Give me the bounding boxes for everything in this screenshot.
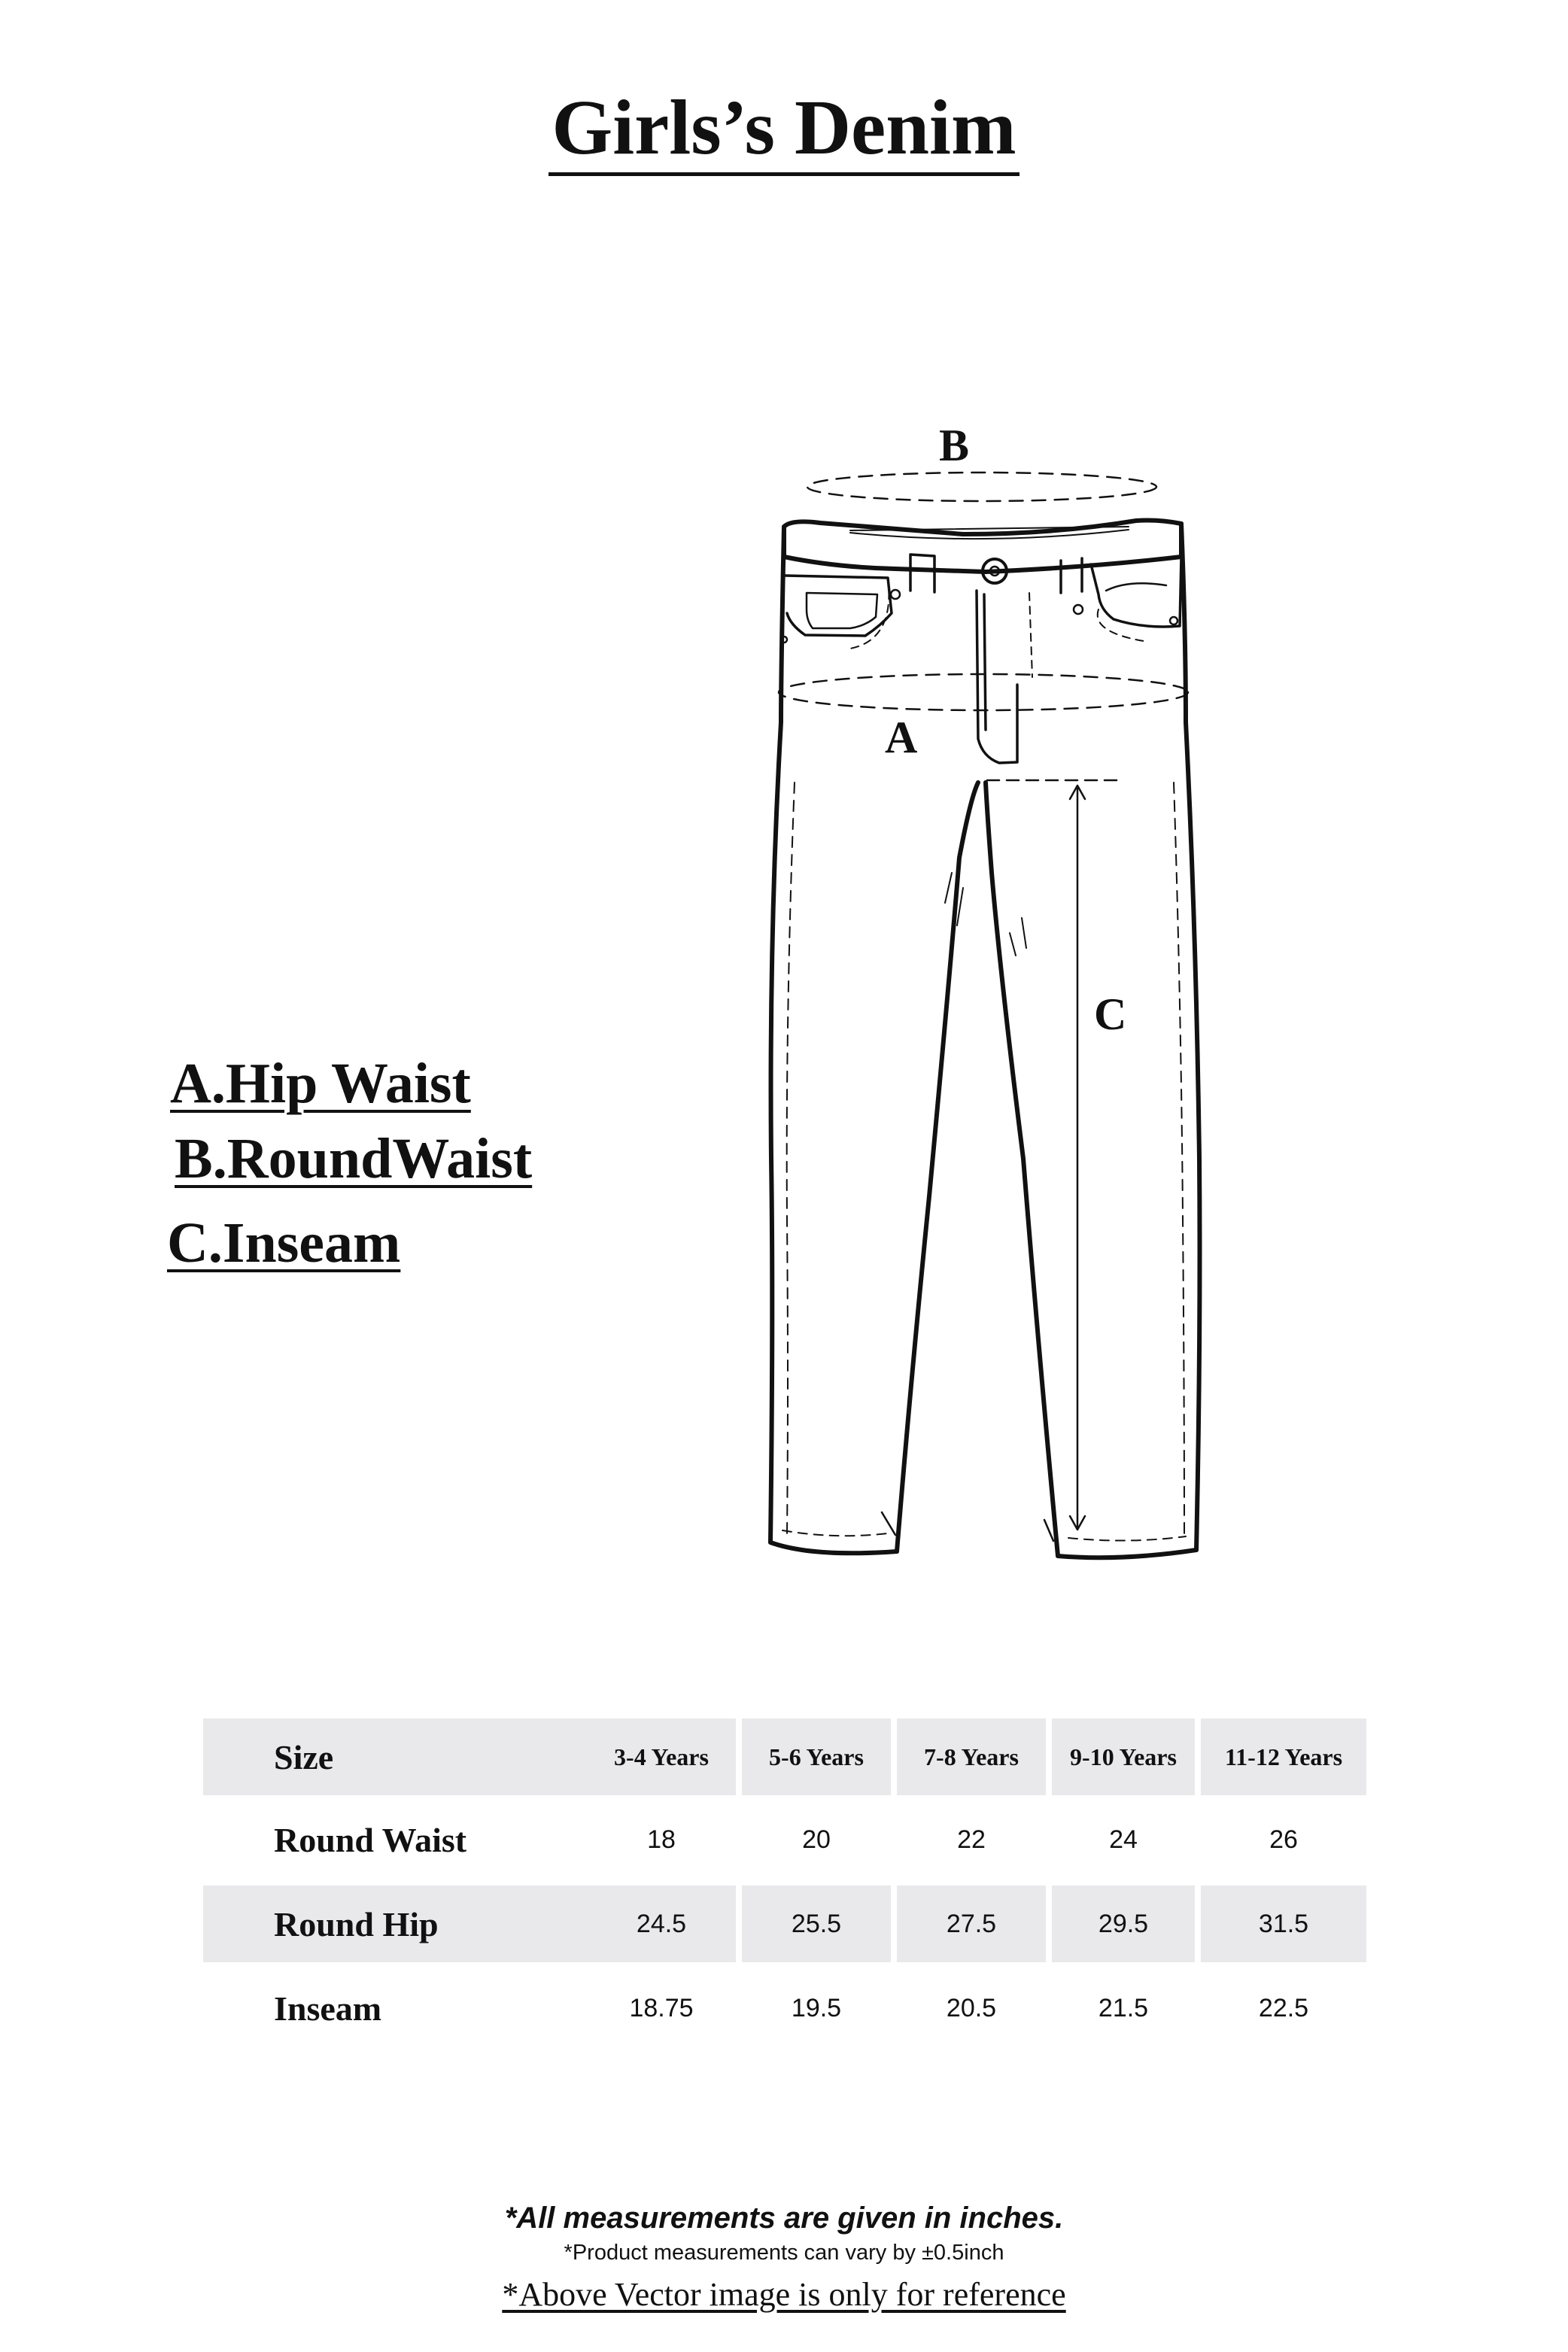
table-row-round-waist [203, 1801, 1371, 1878]
table-cell: 18.75 [629, 1993, 694, 2022]
legend-hip-waist: A.Hip Waist [170, 1052, 471, 1115]
table-cell: 24.5 [587, 1886, 736, 1962]
note-reference-text: *Above Vector image is only for reference [502, 2276, 1066, 2313]
label-b: B [939, 421, 970, 470]
right-leg-outline [986, 524, 1200, 1557]
table-cell: 25.5 [742, 1886, 891, 1962]
left-leg-outline [770, 527, 978, 1553]
table-cell: 26 [1269, 1825, 1298, 1854]
note-tolerance: *Product measurements can vary by ±0.5inch [564, 2241, 1004, 2265]
legend-inseam: C.Inseam [167, 1211, 401, 1275]
round-waist-measure-ellipse [807, 473, 1156, 501]
table-cell: 20.5 [946, 1993, 997, 2022]
header-3-4-years: 3-4 Years [587, 1718, 736, 1795]
table-cell: 22.5 [1258, 1993, 1309, 2022]
header-9-10-years: 9-10 Years [1052, 1718, 1195, 1795]
label-c: C [1094, 989, 1127, 1039]
table-cell: 22 [957, 1825, 986, 1854]
header-size: Size [203, 1718, 650, 1795]
table-row-round-hip [203, 1886, 1371, 1962]
row-label: Round Hip [203, 1886, 650, 1962]
hip-waist-measure-ellipse [779, 674, 1188, 710]
table-header-row [203, 1718, 1371, 1795]
table-row-inseam [203, 1970, 1371, 2047]
note-reference [0, 2275, 1568, 2314]
page-title-text: Girls’s Denim [548, 84, 1019, 176]
table-cell: 24 [1109, 1825, 1138, 1854]
table-cell: 20 [802, 1825, 831, 1854]
legend-round-waist: B.RoundWaist [175, 1127, 533, 1190]
table-cell: 21.5 [1098, 1993, 1149, 2022]
header-7-8-years: 7-8 Years [897, 1718, 1046, 1795]
label-a: A [885, 713, 918, 762]
header-5-6-years: 5-6 Years [742, 1718, 891, 1795]
table-cell: 19.5 [791, 1993, 842, 2022]
header-11-12-years: 11-12 Years [1201, 1718, 1366, 1795]
row-label: Round Waist [274, 1820, 467, 1859]
table-cell: 27.5 [897, 1886, 1046, 1962]
row-label: Inseam [274, 1989, 382, 2028]
table-cell: 18 [647, 1825, 676, 1854]
note-units: *All measurements are given in inches. [504, 2202, 1064, 2235]
page-title [0, 84, 1568, 171]
table-cell: 31.5 [1201, 1886, 1366, 1962]
jeans-illustration [737, 406, 1226, 1580]
table-cell: 29.5 [1052, 1886, 1195, 1962]
